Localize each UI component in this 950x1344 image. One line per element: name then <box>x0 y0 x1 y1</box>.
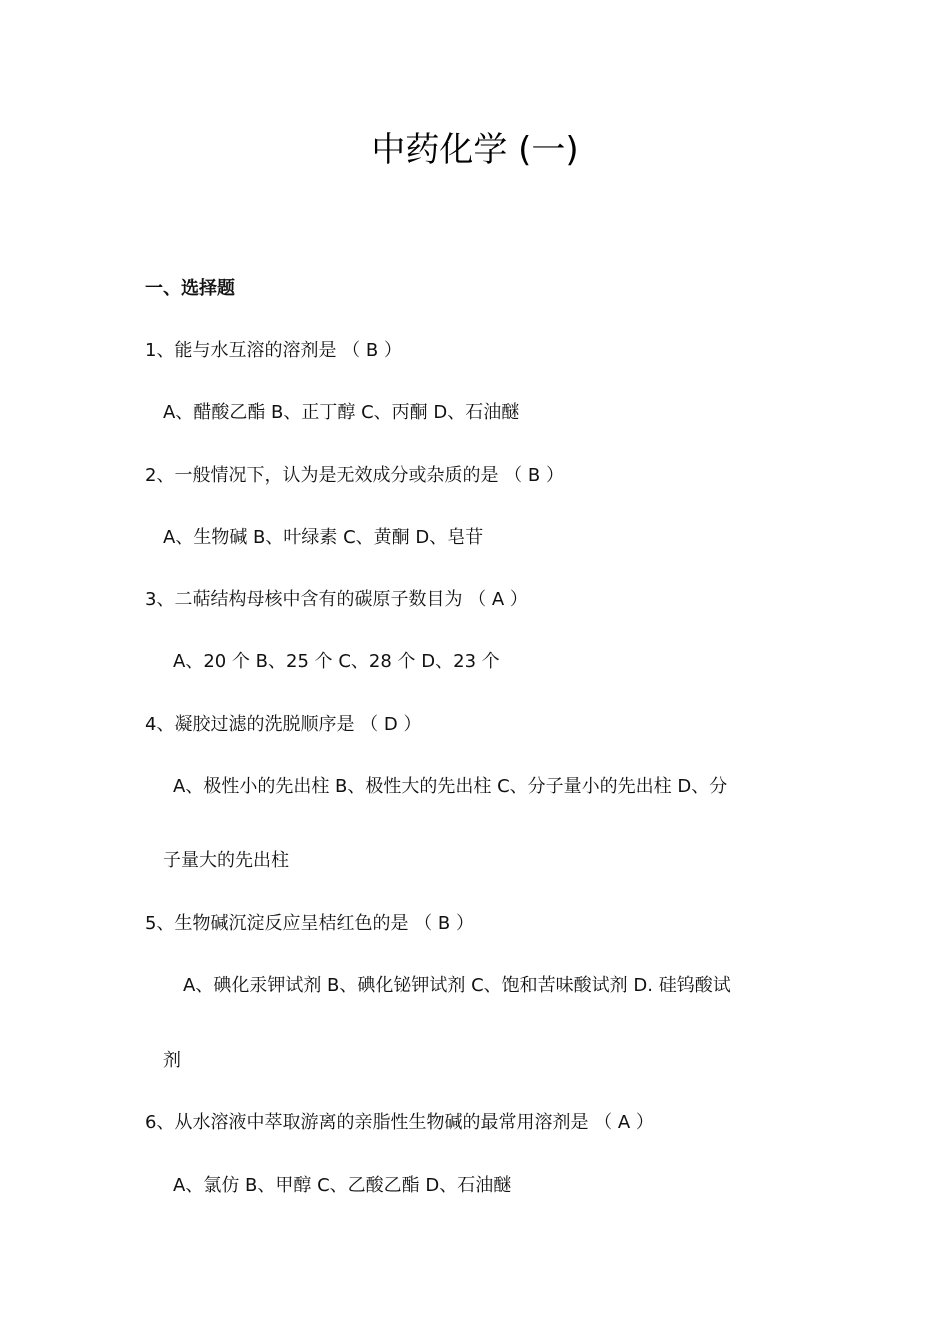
section-heading: 一、选择题 <box>145 278 235 299</box>
question-2-stem: 2、一般情况下，认为是无效成分或杂质的是 （ B ） <box>145 465 564 486</box>
question-4-options-line-2: 子量大的先出柱 <box>163 850 289 871</box>
question-1-stem: 1、能与水互溶的溶剂是 （ B ） <box>145 340 402 361</box>
question-3-options: A、20 个 B、25 个 C、28 个 D、23 个 <box>173 651 500 672</box>
question-5-stem: 5、生物碱沉淀反应呈桔红色的是 （ B ） <box>145 913 474 934</box>
question-6-stem: 6、从水溶液中萃取游离的亲脂性生物碱的最常用溶剂是 （ A ） <box>145 1112 654 1133</box>
question-5-options-line-1: A、碘化汞钾试剂 B、碘化铋钾试剂 C、饱和苦味酸试剂 D. 硅钨酸试 <box>183 975 731 996</box>
question-1-options: A、醋酸乙酯 B、正丁醇 C、丙酮 D、石油醚 <box>163 402 520 423</box>
document-title: 中药化学 (一) <box>371 130 579 170</box>
question-4-options-line-1: A、极性小的先出柱 B、极性大的先出柱 C、分子量小的先出柱 D、分 <box>173 776 728 797</box>
question-3-stem: 3、二萜结构母核中含有的碳原子数目为 （ A ） <box>145 589 528 610</box>
question-2-options: A、生物碱 B、叶绿素 C、黄酮 D、皂苷 <box>163 527 484 548</box>
question-5-options-line-2: 剂 <box>163 1050 181 1071</box>
question-4-stem: 4、凝胶过滤的洗脱顺序是 （ D ） <box>145 714 422 735</box>
question-6-options: A、氯仿 B、甲醇 C、乙酸乙酯 D、石油醚 <box>173 1175 512 1196</box>
